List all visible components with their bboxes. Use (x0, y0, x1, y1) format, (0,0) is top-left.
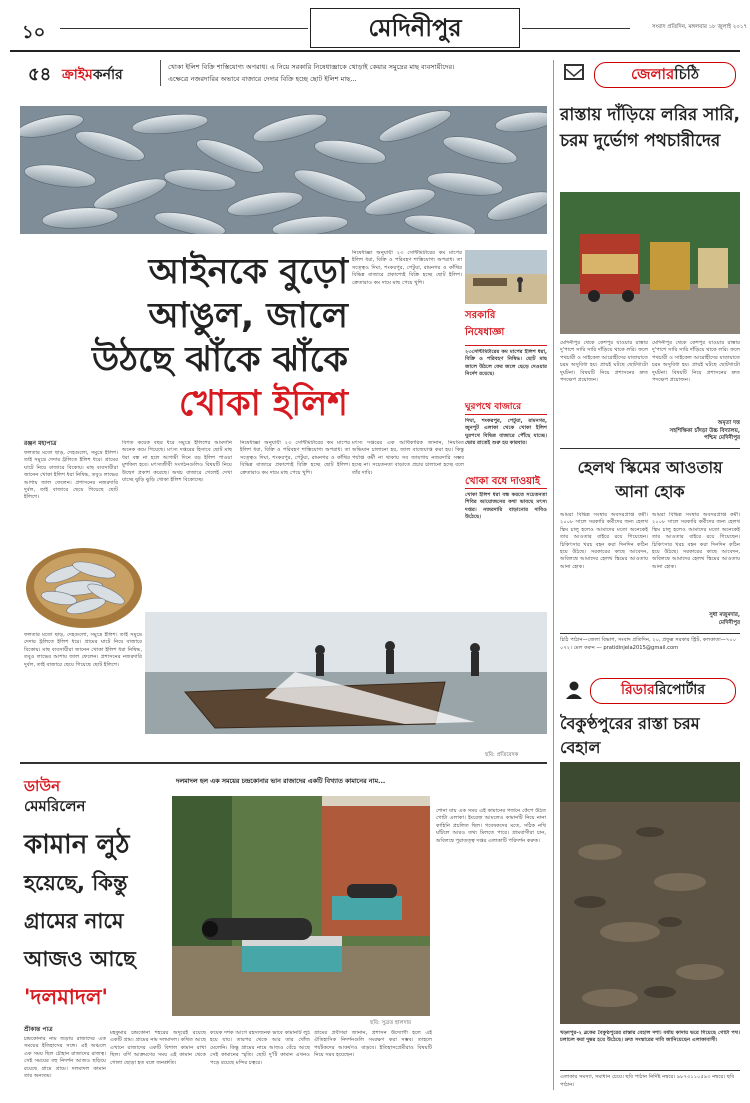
health-signature-place: মেদিনীপুর (718, 619, 740, 626)
cannon-image (172, 796, 430, 1016)
crime-headline-4: খোকা ইলিশ (178, 384, 348, 424)
crime-body-3-top: নিষেধাজ্ঞা অনুযায়ী ২৩ সেন্টিমিটারের কম মাপের ইলিশ ধরা, বিক্রি ও পরিবহণ শাস্তিযোগ্য অপরাধ। তা সত্ত্বেও দিঘা, শংকরপুর, পেটুয়া, রামনগর ও কাঁথির বিভিন্ন বাজারে প্রকাশ্যেই বিক্রি হচ্ছে ছোট ইলিশ। ক্রেতারাও কম দামে মাছ পেয়ে খুশি। (352, 250, 462, 286)
crime-body-2: বিগত কয়েক বছর ধরে সমুদ্রে ইলিশের আমদানি অনেক কমে গিয়েছে। মৎস্য দপ্তরের হিসাবে ছোট মাছ ধরা বন্ধ না হলে আগামী দিনে বড় ইলিশ পাওয়া মুশকিল হবে। মৎস্যজীবী সংগঠনগুলিও বিষয়টি নিয়ে উদ্বেগ প্রকাশ করেছে। অথচ বাজারে গেলেই দেখা যাচ্ছে ঝুড়ি ঝুড়ি খোকা ইলিশ বিকোচ্ছে। (122, 440, 232, 484)
envelope-icon-shape (566, 69, 582, 81)
jela-chithi-signature (652, 420, 740, 443)
crime-photo-credit: ছবি: প্রতিবেদক (485, 752, 519, 758)
crime-headline (58, 250, 348, 426)
memory-photo-credit: ছবি: সুব্রত হালদার (370, 1020, 412, 1026)
memory-body-4: গ্রামের প্রবীণরা জানান, প্রশাসন উদ্যোগী হলে এই ঐতিহাসিক নিদর্শনগুলি সংরক্ষণ করা সম্ভব। তাহলে পর্যটকদের আকর্ষণও বাড়বে। ইতিহাসপ্রেমীরাও বিষয়টি নিয়ে সরব হয়েছেন। (314, 1030, 432, 1059)
memory-byline: শ্রীকান্ত পাত্র (24, 1026, 53, 1033)
memory-kicker: দলমাদল হল এক সময়ের চন্দ্রকোনার ভান রাজাদের একটি বিখ্যাত কামানের নাম... (176, 777, 386, 785)
memory-tag-2: মেমরিলেন (24, 797, 86, 815)
hilsa-pile-image (20, 106, 547, 234)
crime-blurb-2: এক্ষেত্রে নজরদারির অভাবে বাজারে দেদার বিক্রি হচ্ছে ছোট ইলিশ মাছ... (168, 75, 357, 83)
crime-headline-3: উঠছে ঝাঁকে ঝাঁকে (92, 340, 348, 380)
reporter-icon-shape (564, 680, 584, 700)
reader-title-a: রিডার (620, 682, 655, 698)
notice-label-4: খোকা বধে দাওয়াই (465, 476, 547, 489)
crime-blurb-1: খোকা ইলিশ বিক্রি শাস্তিযোগ্য অপরাধ। এ নিয়ে সরকারি নিষেধাজ্ঞাকে থোড়াই কেয়ার সমুদ্রের মাছ ব্যবসায়ীদের। (168, 63, 455, 71)
hilsa-photo (20, 106, 547, 234)
jela-chithi-body-1: মেদিনীপুর থেকে কেশপুর যাওয়ার রাস্তার দু'পাশে সারি সারি দাঁড়িয়ে থাকে লরি। ফলে পথচারী ও সাইকেল আরোহীদের যাতায়াতে চরম অসুবিধা হয়। প্রায়ই ঘটছে ছোটখাটো দুর্ঘটনা। বিষয়টি নিয়ে প্রশাসনের দ্রুত পদক্ষেপ প্রয়োজন। (560, 340, 648, 384)
crime-headline-2: আঙুল, জালে (148, 296, 348, 336)
memory-headline-1: কামান লুঠ (24, 830, 130, 860)
health-headline: হেলথ স্কিমের আওতায় আনা হোক (577, 458, 723, 501)
memory-top-rule (20, 762, 547, 764)
crime-headline-1: আইনকে বুড়ো (148, 252, 348, 292)
masthead-rule-left (60, 28, 308, 29)
health-signature (652, 612, 740, 627)
memory-headline (24, 826, 169, 1016)
notice-body-1: ২৩সেন্টিমিটারের কম মাপের ইলিশ ধরা, বিক্রি ও পরিবহণ নিষিদ্ধ। ছোট মাছ জালে উঠলে ফের জলে ছেড়ে দেওয়ার নির্দেশ রয়েছে। (465, 349, 547, 378)
crime-tag-a: ক্রাইম (62, 67, 93, 83)
memory-tag (24, 776, 164, 816)
memory-body-2: মহকুমার চন্দ্রকোনা শহরের অদূরেই রয়েছে একটি গ্রাম। গ্রামের নাম দলমাদল। কথিত আছে এখানে রাজাদের একটি বিশাল কামান রাখা ছিল। বর্গি আক্রমণের সময় এই কামান থেকে গোলা ছোড়া হত বলে জনশ্রুতি। (110, 1030, 206, 1066)
crime-body-3: নিষেধাজ্ঞা অনুযায়ী ২৩ সেন্টিমিটারের কম মাপের ইলিশ ধরা, বিক্রি ও পরিবহণ শাস্তিযোগ্য অপরাধ। তা সত্ত্বেও দিঘা, শংকরপুর, পেটুয়া, রামনগর ও কাঁথির বিভিন্ন বাজারে প্রকাশ্যেই বিক্রি হচ্ছে ছোট ইলিশ। ক্রেতারাও কম দামে মাছ পেয়ে খুশি। (240, 440, 350, 476)
memory-body-5: শোনা যায় এক সময় এই কামানের গর্জনে কেঁপে উঠত গোটা এলাকা। ইংরেজ আমলেও কামানটি নিয়ে নানা কাহিনি প্রচলিত ছিল। গবেষকদের মতে, সঠিক নথি ঘাঁটলে আরও তথ্য মিলতে পারে। গ্রামবাসীরা চান, অবিলম্বে পুরাতত্ত্ব দপ্তর এলাকাটি পরিদর্শন করুক। (436, 808, 546, 844)
masthead (0, 0, 750, 50)
envelope-icon (564, 64, 584, 80)
reader-caption: খড়্গপুর-২ ব্লকের বৈকুণ্ঠপুরের রাস্তার বেহাল দশা। বর্ষায় কাদায় ভরে গিয়েছে গোটা পথ। চলাচল করা দুষ্কর হয়ে উঠেছে। দ্রুত সংস্কারের দাবি জানিয়েছেন এলাকাবাসী। (560, 1030, 740, 1044)
jela-chithi-header (560, 60, 740, 94)
dateline: সংবাদ প্রতিদিন, মঙ্গলবার ১৮ জুলাই ২০১৭ (652, 24, 747, 30)
fishing-boat-image (145, 612, 547, 734)
notice-label-1: সরকারি (465, 310, 496, 321)
signature-role: সহশিক্ষিকা চাঁদড়া উচ্চ বিদ্যালয়, (669, 427, 740, 434)
muddy-road-image (560, 762, 740, 1024)
jela-chithi-headline: রাস্তায় দাঁড়িয়ে লরির সারি, চরম দুর্ভোগ পথচারীদের (560, 105, 740, 151)
page-number: ১০ (22, 22, 46, 43)
masthead-underline (10, 50, 740, 52)
lorry-photo (560, 192, 740, 334)
jela-chithi-title-a: জেলার (631, 65, 675, 83)
muddy-road-photo (560, 762, 740, 1024)
memory-headline-3: গ্রামের নামে (24, 909, 124, 933)
notice-body-3: খোকা ইলিশ ধরা বন্ধ করতে সচেতনতা শিবির আয়োজনের কথা ভাবছে মৎস্য দপ্তর। নজরদারি বাড়ানোর দাবিও উঠেছে। (465, 492, 547, 521)
cannon-photo (172, 796, 430, 1016)
reader-headline: বৈকুণ্ঠপুরের রাস্তা চরম বেহাল (560, 714, 700, 757)
crime-blurb-divider (160, 60, 161, 86)
crime-body-1: ফলতার মতো ছাড়, দেহগুলো, সমুদ্রে ইলিশ। তাই সমুদ্রে দেদার ট্রলিতে ইলিশ ধরে। গ্রামের ঘাটে নিয়ে বাজারে বিকোয়। মাছ ব্যবসায়ীরা জানেন খোকা ইলিশ ধরা নিষিদ্ধ, তবুও লাভের আশায় জাল ফেলেন। প্রশাসনের নজরদারি দুর্বল, তাই বাজারে ছেয়ে গিয়েছে ছোট ইলিশে। (24, 450, 118, 501)
crime-byline: রঞ্জন মহাপাত্র (24, 440, 57, 447)
crime-corner-header (20, 60, 548, 90)
signature-name: অমৃতা দত্ত (717, 420, 740, 426)
notice-label-2: নিষেধাজ্ঞা (465, 325, 547, 346)
fishing-boat-photo (145, 612, 547, 734)
jela-chithi-title (594, 62, 736, 88)
lorry-image (560, 192, 740, 334)
reader-title-b: রিপোর্টার (654, 682, 706, 698)
jela-chithi-title-b: চিঠি (674, 65, 699, 83)
crime-body-4: মৎস্য দপ্তরের এক আধিকারিক জানান, নিয়মিত অভিযান চালানো হয়, জাল বাজেয়াপ্ত করা হয়। কিন্তু পর্যাপ্ত কর্মী না থাকায় সব জায়গায় নজরদারি সম্ভব হচ্ছে না। সচেতনতা বাড়াতে প্রচার চালানো হচ্ছে বলে তাঁর দাবি। (352, 440, 464, 476)
section-title: মেদিনীপুর (310, 8, 520, 48)
notice-label-3: ঘুরপথে বাজারে (465, 399, 547, 415)
signature-place: পশ্চিম মেদিনীপুর (703, 435, 740, 441)
crime-body-1b: ফলতার মতো ছাড়, দেহগুলো, সমুদ্রে ইলিশ। তাই সমুদ্রে দেদার ট্রলিতে ইলিশ ধরে। গ্রামের ঘাটে নিয়ে বাজারে বিকোয়। মাছ ব্যবসায়ীরা জানেন খোকা ইলিশ ধরা নিষিদ্ধ, তবুও লাভের আশায় জাল ফেলেন। প্রশাসনের নজরদারি দুর্বল, তাই বাজারে ছেয়ে গিয়েছে ছোট ইলিশে। (24, 632, 142, 668)
notice-body-2: দিঘা, শংকরপুর, পেটুয়া, রামনগর, জুনপুট এলাকা থেকে খোকা ইলিশ ঘুরপথে বিভিন্ন বাজারে পৌঁছে যাচ্ছে। ভোর রাতেই শুরু হয় কারবার। (465, 418, 547, 447)
crime-number: ৫৪ (28, 64, 52, 85)
health-body-2: আমরা বিভিন্ন সংস্থার অবসরপ্রাপ্ত কর্মী। ২০০৮ সালে সরকারি কর্মীদের জন্য হেলথ স্কিম চালু হলেও আমাদের মতো অনেকেই তার আওতার বাইরে রয়ে গিয়েছেন। চিকিৎসার খরচ বহন করা দিনদিন কঠিন হয়ে উঠছে। সরকারের কাছে আবেদন, অবিলম্বে আমাদের হেলথ স্কিমের আওতায় আনা হোক। (652, 512, 740, 570)
reader-reporter-header (560, 676, 740, 706)
beach-image (465, 250, 547, 304)
health-signature-name: সুধা মজুমদার, (709, 612, 740, 618)
memory-body-3: কয়েক দশক আগে রহস্যজনক ভাবে কামানটি লুঠ হয়ে যায়। তারপর থেকে আর তার খোঁজ মেলেনি। কিন্তু গ্রামের নামে আজও বেঁচে আছে সেই কামানের স্মৃতি। ছোট দু'টি কামান এখনও পড়ে রয়েছে মন্দির চত্বরে। (210, 1030, 310, 1066)
reporter-icon (564, 680, 584, 700)
memory-tag-1: ডাউন (24, 777, 61, 795)
crime-tag (62, 63, 123, 87)
health-body-1: আমরা বিভিন্ন সংস্থার অবসরপ্রাপ্ত কর্মী। ২০০৮ সালে সরকারি কর্মীদের জন্য হেলথ স্কিম চালু হলেও আমাদের মতো অনেকেই তার আওতার বাইরে রয়ে গিয়েছেন। চিকিৎসার খরচ বহন করা দিনদিন কঠিন হয়ে উঠছে। সরকারের কাছে আবেদন, অবিলম্বে আমাদের হেলথ স্কিমের আওতায় আনা হোক। (560, 512, 648, 570)
column-divider (553, 60, 554, 1090)
jela-chithi-body-2: মেদিনীপুর থেকে কেশপুর যাওয়ার রাস্তার দু'পাশে সারি সারি দাঁড়িয়ে থাকে লরি। ফলে পথচারী ও সাইকেল আরোহীদের যাতায়াতে চরম অসুবিধা হয়। প্রায়ই ঘটছে ছোটখাটো দুর্ঘটনা। বিষয়টি নিয়ে প্রশাসনের দ্রুত পদক্ষেপ প্রয়োজন। (652, 340, 740, 384)
letters-address: চিঠি পাঠান—জেলা বিভাগ, সংবাদ প্রতিদিন, ২০, প্রফুল্ল সরকার স্ট্রিট, কলকাতা—৭০০ ০৭২। মেল করুন — pratidinjela2015@gmail.com (560, 633, 740, 652)
notice-beach-photo (465, 250, 547, 304)
jela-divider (560, 448, 740, 449)
memory-headline-4: আজও আছে (24, 947, 136, 971)
memory-headline-5: 'দলমাদল' (24, 985, 108, 1009)
crime-tag-b: কর্নার (92, 67, 123, 83)
memory-body-1: চন্দ্রকোনার নাম জড়ায় রাজাদের এক সময়ের ইতিহাসের সঙ্গে। এই অঞ্চলে এক সময় ছিল চৌহান রাজাদের রাজত্ব। সেই সময়ের বহু নিদর্শন আজও ছড়িয়ে রয়েছে গ্রামে গ্রামে। দলমাদল কামান তার অন্যতম। (24, 1036, 106, 1080)
reader-footer: এলাকার সমস্যা, সমাধান চেয়ে। ছবি পাঠান নির্দিষ্ট নম্বরে। ৯৮৭৩১১০৫৯৩ নম্বরে। ছবি পাঠান। (560, 1070, 740, 1089)
memory-headline-2: হয়েছে, কিন্তু (24, 871, 128, 895)
reader-reporter-title (590, 678, 736, 704)
